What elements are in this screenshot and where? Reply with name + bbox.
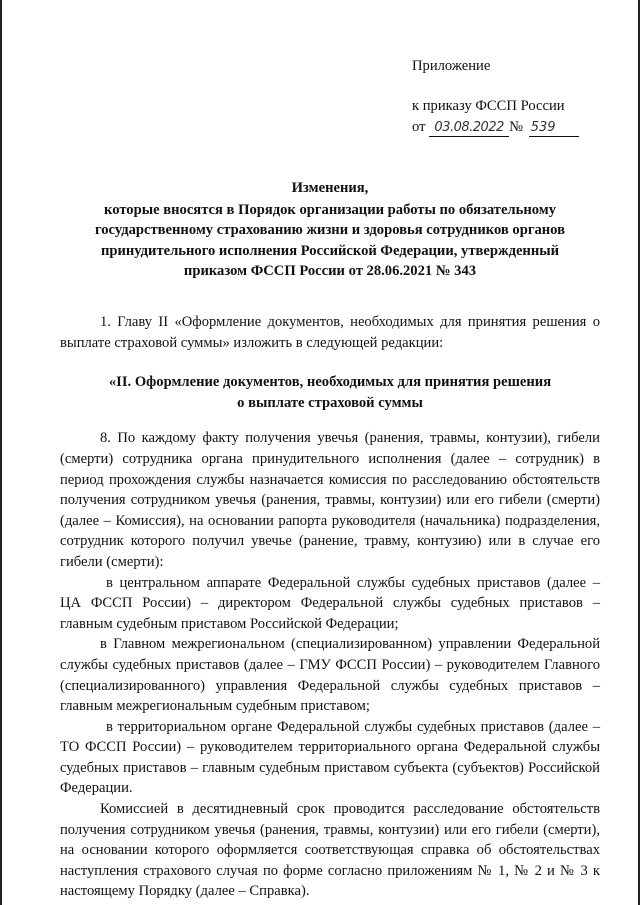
appendix-block bbox=[412, 56, 632, 138]
appendix-order-ref: к приказу ФССП России bbox=[412, 98, 565, 114]
heading-title: Изменения, bbox=[291, 180, 369, 196]
heading-line-3: принудительного исполнения Российской Федерации, утвержденный bbox=[100, 242, 560, 259]
heading-line-4: приказом ФССП России от 28.06.2021 № 343 bbox=[183, 263, 477, 279]
paragraph-gmu: в Главном межрегиональном (специализированном) управлении Федеральной службы судебных приставов (далее – ГМУ ФССП России) – руководителем Главного (специализированного) управления Федеральной службы судебных приставов – главным межрегиональным судебным приставом; bbox=[60, 636, 600, 715]
appendix-date-line bbox=[412, 117, 632, 138]
number-sign: № bbox=[509, 119, 524, 135]
chapter-heading-line-1: «II. Оформление документов, необходимых для принятия решения bbox=[108, 374, 552, 391]
document-body bbox=[60, 312, 600, 902]
appendix-title: Приложение bbox=[412, 58, 491, 74]
heading-line-1: которые вносятся в Порядок организации работы по обязательному bbox=[104, 201, 556, 218]
paragraph-item-8: 8. По каждому факту получения увечья (ранения, травмы, контузии), гибели (смерти) сотрудника органа принудительного исполнения (далее – сотрудник) в период прохождения службы назначается комиссия по расследованию обстоятельств получения сотрудником увечья (ранения, травмы, контузии) или его гибели (смерти) (далее – Комиссия), на основании рапорта руководителя (начальника) подразделения, сотрудник которого получил увечье (ранение, травму, контузию) или в случае его гибели (смерти): bbox=[60, 430, 600, 570]
handwritten-date: 03.08.2022 bbox=[429, 120, 509, 137]
chapter-heading-line-2: о выплате страховой суммы bbox=[237, 394, 423, 411]
paragraph-central-apparatus: в центральном аппарате Федеральной службы судебных приставов (далее – ЦА ФССП России) – директором Федеральной службы судебных приставов – главным судебным приставом Российской Федерации; bbox=[60, 574, 600, 632]
chapter-heading bbox=[60, 372, 600, 413]
document-heading bbox=[60, 178, 600, 282]
paragraph-commission: Комиссией в десятидневный срок проводится расследование обстоятельств получения сотрудником увечья (ранения, травмы, контузии) или его гибели (смерти), на основании которого оформляется соответствующая справка об обстоятельствах наступления страхового случая по форме согласно приложениям № 1, № 2 и № 3 к настоящему Порядку (далее – Справка). bbox=[60, 801, 600, 900]
paragraph-item-1: 1. Главу II «Оформление документов, необходимых для принятия решения о выплате страховой суммы» изложить в следующей редакции: bbox=[60, 314, 600, 351]
scan-left-edge bbox=[0, 0, 2, 905]
appendix-from-prefix: от bbox=[412, 119, 426, 135]
heading-line-2: государственному страхованию жизни и здоровья сотрудников органов bbox=[95, 222, 565, 238]
paragraph-territorial-body: в территориальном органе Федеральной службы судебных приставов (далее – ТО ФССП России) – руководителем территориального органа Федеральной службы судебных приставов – главным судебным приставом субъекта (субъектов) Российской Федерации. bbox=[60, 718, 600, 797]
handwritten-number: 539 bbox=[529, 120, 579, 137]
